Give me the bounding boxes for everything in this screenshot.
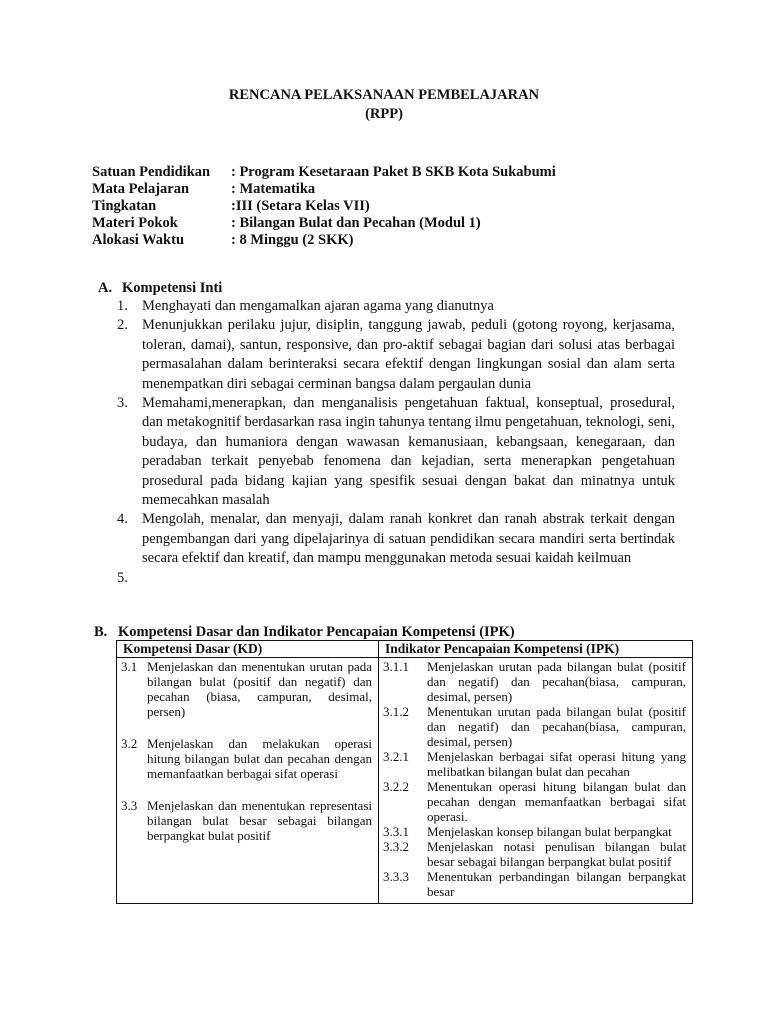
kompetensi-inti-list	[117, 297, 675, 588]
ipk-number: 3.1.2	[383, 704, 409, 719]
ipk-item	[383, 659, 686, 704]
document-title: RENCANA PELAKSANAAN PEMBELAJARAN	[228, 87, 540, 103]
ipk-item	[383, 839, 686, 869]
list-number: 3.	[117, 395, 128, 412]
list-number: 2.	[117, 317, 128, 334]
list-item	[117, 394, 675, 510]
list-number: 1.	[117, 298, 128, 314]
ipk-number: 3.3.2	[383, 839, 409, 854]
kd-cell	[117, 658, 379, 904]
section-letter: B.	[94, 624, 108, 640]
meta-value: :III (Setara Kelas VII)	[231, 198, 370, 214]
kd-number: 3.1	[121, 659, 138, 674]
ipk-item	[383, 824, 686, 839]
meta-row	[92, 181, 556, 198]
document-subtitle: (RPP)	[365, 106, 403, 122]
list-item	[117, 569, 675, 588]
list-item	[117, 316, 675, 394]
section-letter: A.	[98, 280, 113, 296]
ipk-item	[383, 704, 686, 749]
meta-row	[92, 232, 556, 249]
meta-label: Materi Pokok	[92, 215, 178, 231]
ipk-number: 3.3.1	[383, 824, 409, 839]
meta-value: : Bilangan Bulat dan Pecahan (Modul 1)	[231, 215, 481, 231]
list-text: Menghayati dan mengamalkan ajaran agama yang dianutnya	[142, 298, 494, 314]
section-b-heading	[94, 624, 515, 641]
ipk-text: Menjelaskan berbagai sifat operasi hitung yang melibatkan bilangan bulat dan pecahan	[427, 749, 686, 779]
list-item	[117, 510, 675, 568]
ipk-text: Menjelaskan konsep bilangan bulat berpangkat	[427, 824, 672, 839]
meta-label: Satuan Pendidikan	[92, 164, 211, 180]
kd-ipk-table	[116, 640, 693, 904]
kd-item	[121, 659, 372, 719]
ipk-text: Menentukan operasi hitung bilangan bulat dan pecahan dengan memanfaatkan berbagai sifat operasi.	[427, 779, 686, 824]
meta-row	[92, 198, 556, 215]
section-title: Kompetensi Dasar dan Indikator Pencapaian Kompetensi (IPK)	[118, 624, 515, 640]
ipk-text: Menjelaskan urutan pada bilangan bulat (positif dan negatif) dan pecahan(biasa, campuran, desimal, persen)	[427, 659, 686, 704]
ipk-item	[383, 779, 686, 824]
kd-text: Menjelaskan dan melakukan operasi hitung bilangan bulat dan pecahan dengan memanfaatkan berbagai sifat operasi	[147, 736, 372, 781]
list-text: Memahami,menerapkan, dan menganalisis pengetahuan faktual, konseptual, prosedural, dan metakognitif berdasarkan rasa ingin tahunya tentang ilmu pengetahuan, teknologi, seni, budaya, dan humaniora dengan wawasan kemanusiaan, kebangsaan, kenegaraan, dan peradaban terkait penyebab fenomena dan kejadian, serta menerapkan pengetahuan prosedural pada bidang kajian yang spesifik sesuai dengan bakat dan minatnya untuk memecahkan masalah	[142, 395, 675, 509]
list-number: 5.	[117, 569, 128, 586]
kd-number: 3.3	[121, 798, 138, 813]
kd-item	[121, 798, 372, 843]
ipk-text: Menjelaskan notasi penulisan bilangan bulat besar sebagai bilangan berpangkat bulat positif	[427, 839, 686, 869]
list-text: Menunjukkan perilaku jujur, disiplin, tanggung jawab, peduli (gotong royong, kerjasama, toleran, damai), santun, responsive, dan pro-aktif sebagai bagian dari solusi atas berbagai permasalahan dalam berinteraksi secara efektif dengan lingkungan sosial dan alam serta menempatkan diri sebagai cerminan bangsa dalam pergaulan dunia	[142, 317, 675, 392]
section-a-heading	[98, 280, 222, 297]
kd-text: Menjelaskan dan menentukan representasi bilangan bulat besar sebagai bilangan berpangkat bulat positif	[147, 798, 372, 843]
ipk-number: 3.2.1	[383, 749, 409, 764]
table-header-row	[117, 641, 693, 658]
ipk-text: Menentukan perbandingan bilangan berpangkat besar	[427, 869, 686, 899]
identity-block	[92, 164, 556, 249]
table-row	[117, 658, 693, 904]
meta-label: Tingkatan	[92, 198, 157, 214]
ipk-number: 3.3.3	[383, 869, 409, 884]
list-number: 4.	[117, 511, 128, 528]
meta-row	[92, 215, 556, 232]
ipk-number: 3.1.1	[383, 659, 409, 674]
list-text: Mengolah, menalar, dan menyaji, dalam ranah konkret dan ranah abstrak terkait dengan pengembangan dari yang dipelajarinya di satuan pendidikan secara mandiri serta bertindak secara efektif dan kreatif, dan mampu menggunakan metoda sesuai kaidah keilmuan	[142, 511, 675, 567]
column-header-kd: Kompetensi Dasar (KD)	[117, 641, 379, 658]
list-item	[117, 297, 675, 316]
meta-label: Mata Pelajaran	[92, 181, 190, 197]
column-header-ipk: Indikator Pencapaian Kompetensi (IPK)	[379, 641, 693, 658]
ipk-cell	[379, 658, 693, 904]
kd-text: Menjelaskan dan menentukan urutan pada bilangan bulat (positif dan negatif) dan pecahan (biasa, campuran, desimal, persen)	[147, 659, 372, 719]
meta-value: : Matematika	[231, 181, 316, 197]
ipk-item	[383, 749, 686, 779]
kd-item	[121, 736, 372, 781]
list-text	[142, 569, 675, 588]
ipk-item	[383, 869, 686, 899]
meta-row	[92, 164, 556, 181]
ipk-number: 3.2.2	[383, 779, 409, 794]
section-title: Kompetensi Inti	[122, 280, 223, 296]
meta-value: : Program Kesetaraan Paket B SKB Kota Sukabumi	[231, 164, 556, 180]
ipk-text: Menentukan urutan pada bilangan bulat (positif dan negatif) dan pecahan(biasa, campuran, desimal, persen)	[427, 704, 686, 749]
meta-value: : 8 Minggu (2 SKK)	[231, 232, 354, 248]
meta-label: Alokasi Waktu	[92, 232, 185, 248]
kd-number: 3.2	[121, 736, 138, 751]
